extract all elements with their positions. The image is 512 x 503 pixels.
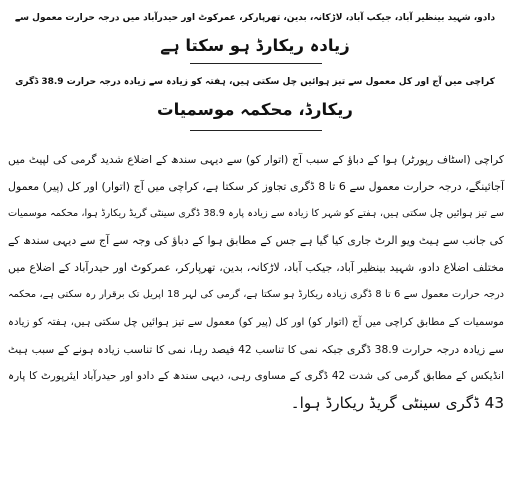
body-line: موسمیات کے مطابق کراچی میں آج (اتوار کو) اور کل (پیر کو) معمول سے تیز ہوائیں چل سکتی ہیں، ہفتہ کو زیادہ [8,316,504,328]
headline-line: کراچی میں آج اور کل معمول سے تیز ہوائیں چل سکتی ہیں، ہفتہ کو زیادہ سے زیادہ درجہ حرارت 38.9 ڈگری [15,77,495,87]
body-line: انڈیکس کے مطابق گرمی کی شدت 42 ڈگری کے مساوی رہی، دیہی سندھ کے دادو اور حیدرآباد ایئرپورٹ کا پارہ [8,369,504,382]
headline-divider [190,63,322,64]
body-line: 43 ڈگری سینٹی گریڈ ریکارڈ ہوا۔ [290,393,504,412]
body-line: کراچی (اسٹاف رپورٹر) ہوا کے دباؤ کے سبب آج (اتوار کو) سے دیہی سندھ کے اضلاع شدید گرمی کی لپیٹ میں [8,153,504,166]
headline-divider [190,130,322,131]
body-line: سے تیز ہوائیں چل سکتی ہیں، ہفتے کو شہر کا زیادہ سے زیادہ پارہ 38.9 ڈگری سینٹی گریڈ ریکارڈ ہوا، محکمہ موسمیات [8,208,504,220]
body-line: آجائینگے، درجہ حرارت معمول سے 6 تا 8 ڈگری تجاوز کر سکتا ہے، کراچی میں آج (اتوار) اور کل (پیر) معمول [8,180,504,194]
headline-line: ریکارڈ، محکمہ موسمیات [157,100,353,119]
headline-line: زیادہ ریکارڈ ہو سکتا ہے [160,36,350,55]
body-line: سے زیادہ درجہ حرارت 38.9 ڈگری جبکہ نمی کا تناسب 42 فیصد رہا، نمی کا تناسب زیادہ ہونے کے سبب ہیٹ [8,342,504,356]
article-body [8,146,504,417]
headline-primary [10,4,500,60]
body-line: درجہ حرارت معمول سے 6 تا 8 ڈگری زیادہ ریکارڈ ہو سکتا ہے، گرمی کی لہر 18 اپریل تک برقرار رہ سکتی ہے، محکمہ [8,289,504,301]
body-line: مختلف اضلاع دادو، شہید بینظیر آباد، جیکب آباد، لاڑکانہ، بدین، تھرپارکر، عمرکوٹ اور حیدرآباد کے اضلاع میں [8,261,504,275]
headline-secondary [10,68,500,124]
body-line: کی جانب سے ہیٹ ویو الرٹ جاری کیا گیا ہے جس کے مطابق ہوا کے دباؤ کی وجہ سے آج سے دیہی سندھ کے [8,234,504,248]
headline-line: دادو، شہید بینظیر آباد، جیکب آباد، لاڑکانہ، بدین، تھرپارکر، عمرکوٹ اور حیدرآباد میں درجہ حرارت معمول سے [14,13,496,23]
